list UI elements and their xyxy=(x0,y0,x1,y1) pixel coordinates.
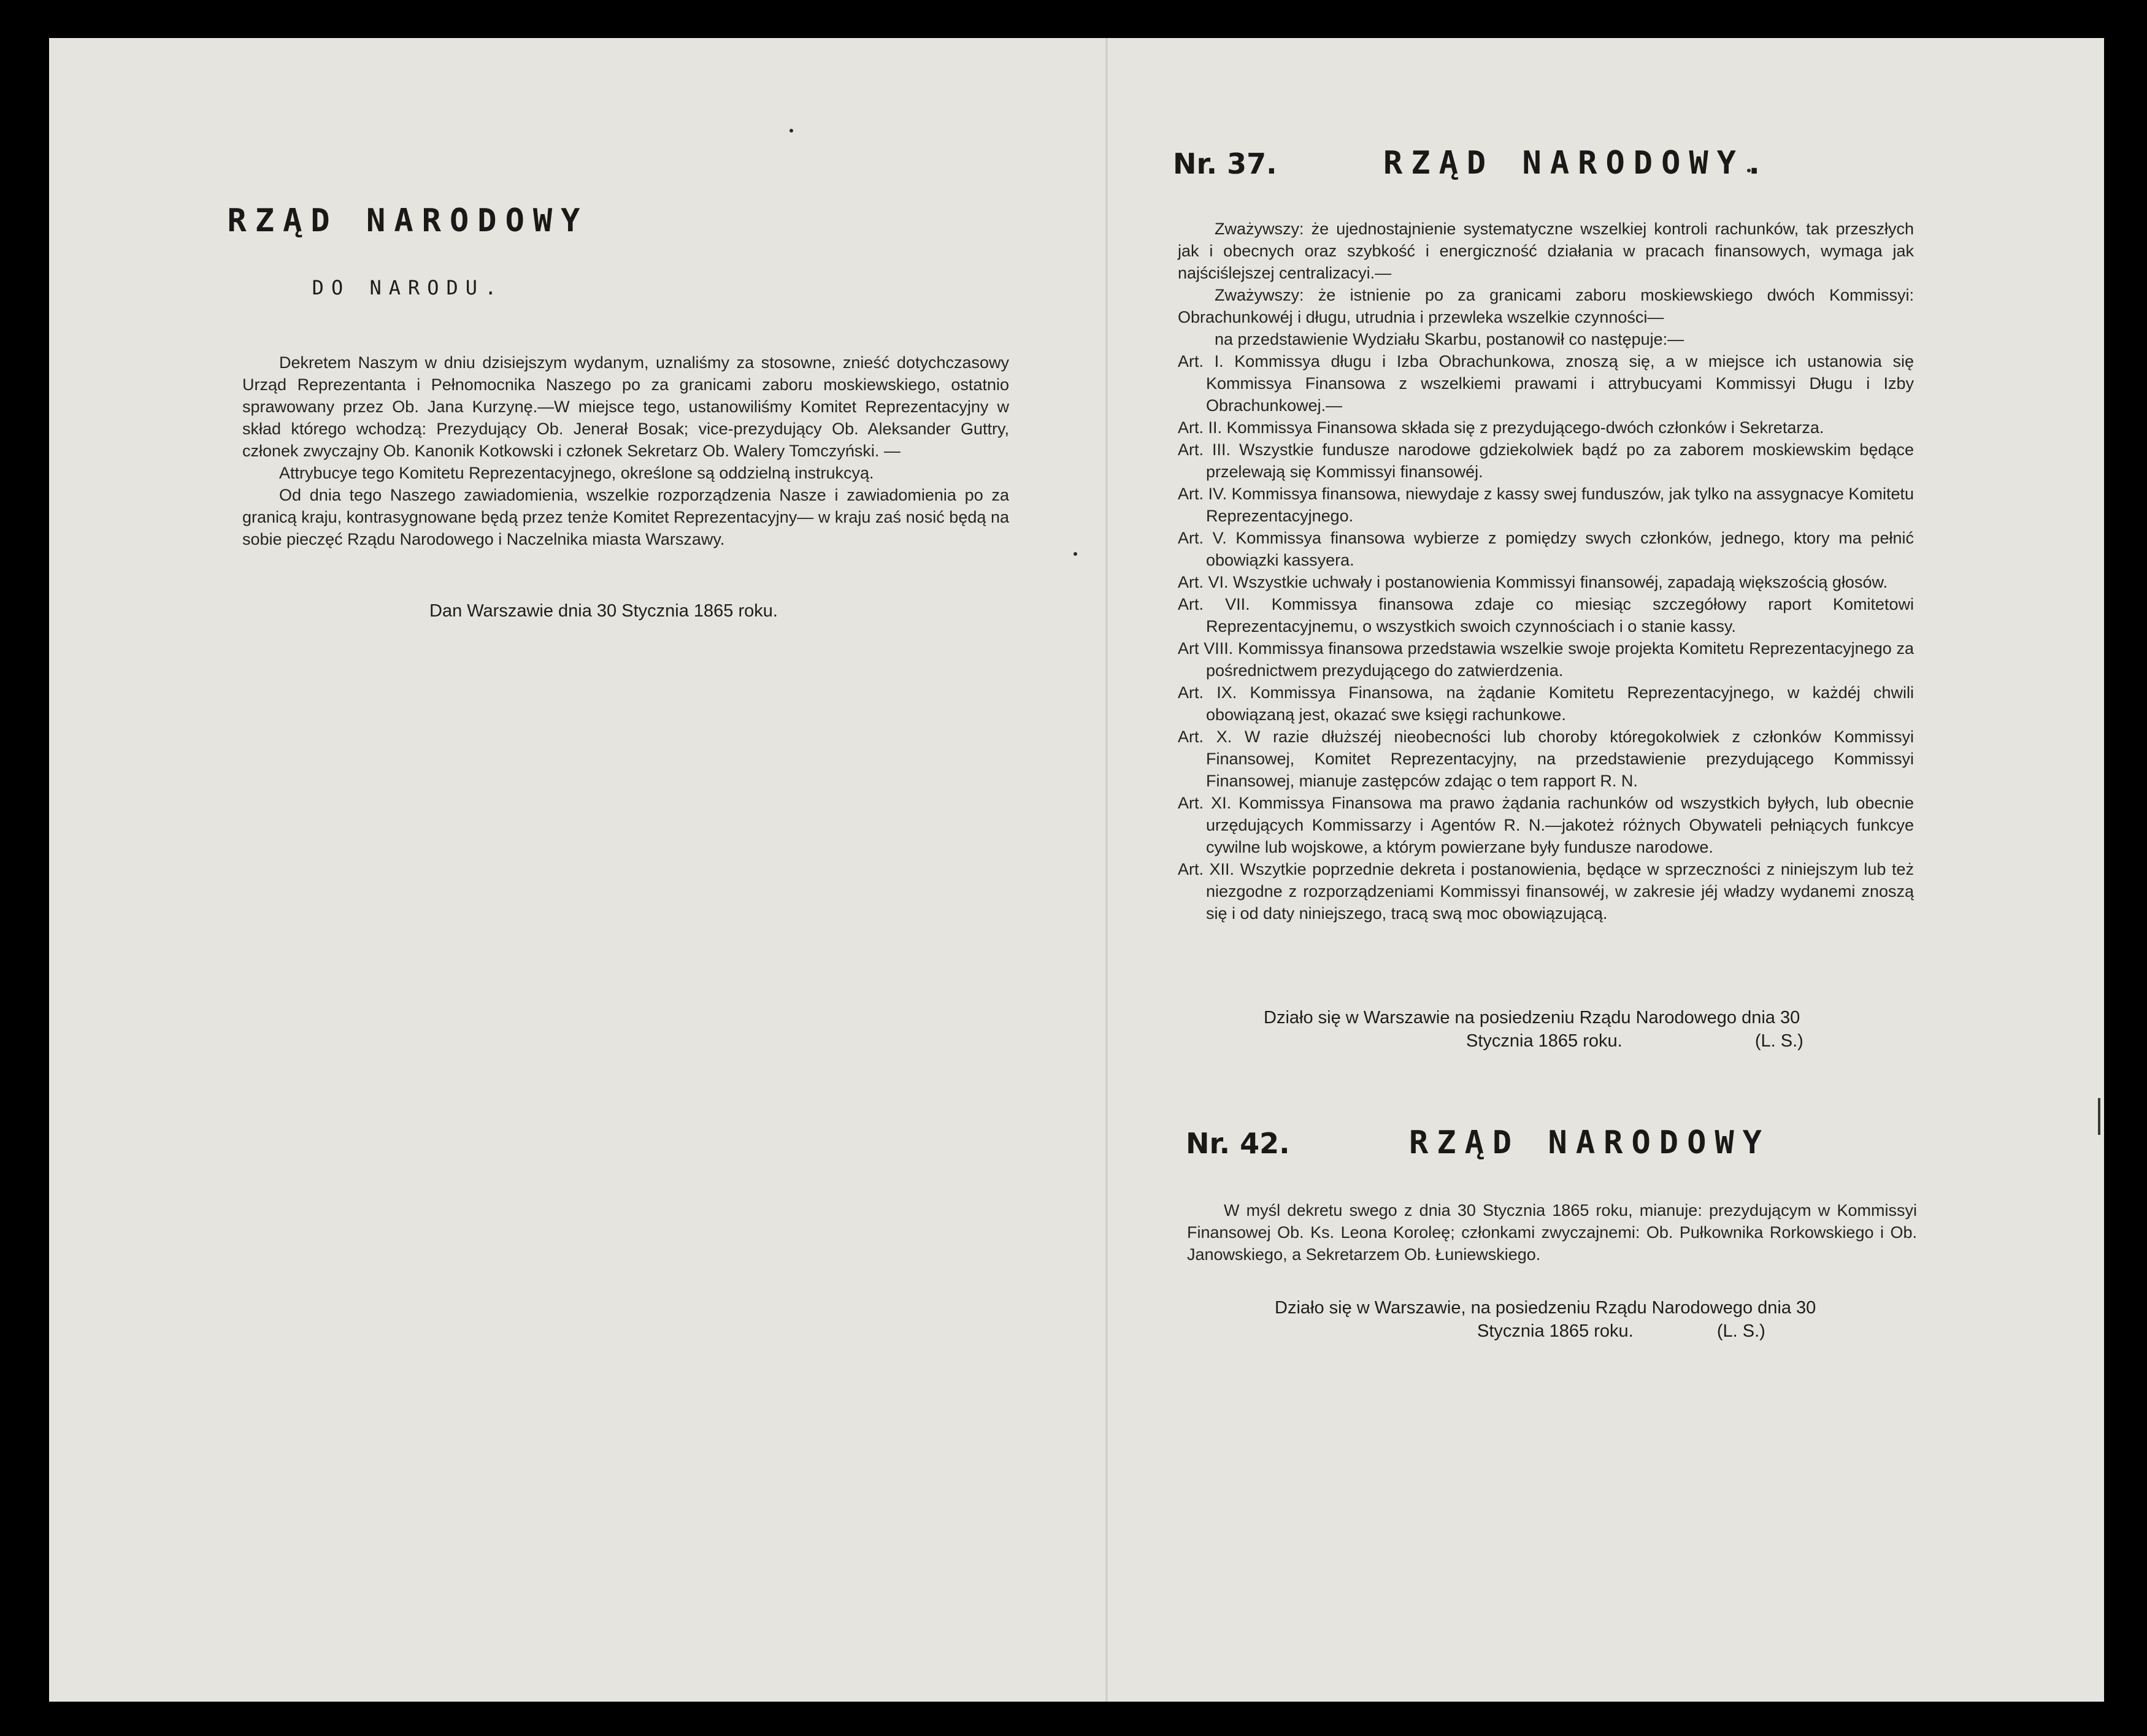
page-fold xyxy=(1105,38,1108,1702)
article-2: Art. II. Kommissya Finansowa składa się z prezydującego-dwóch członków i Sekretarza. xyxy=(1178,418,1824,437)
edge-mark xyxy=(2098,1098,2100,1135)
article-4: Art. IV. Kommissya finansowa, niewydaje z kassy swej funduszów, jak tylko na assygnacye Komitetu Reprezentacyjnego. xyxy=(1178,485,1914,525)
decree-42-body xyxy=(1187,1199,1917,1266)
article-1: Art. I. Kommissya długu i Izba Obrachunkowa, znoszą się, a w miejsce ich ustanowia się Kommissya Finansowa z wszelkiemi prawami i attrybucyami Kommissyi Długu i Izby Obrachunkowej.— xyxy=(1178,352,1914,415)
left-title: RZĄD NARODOWY xyxy=(227,202,589,239)
article-7: Art. VII. Kommissya finansowa zdaje co miesiąc szczegółowy raport Komitetowi Reprezentacyjnemu, o wszystkich swoich czynnościach i o stanie kassy. xyxy=(1178,595,1914,636)
article-3: Art. III. Wszystkie fundusze narodowe gdziekolwiek bądź po za zaborem moskiewskim będące przelewają się Kommissyi finansowéj. xyxy=(1178,440,1914,481)
article-8: Art VIII. Kommissya finansowa przedstawia wszelkie swoje projekta Komitetu Reprezentacyjnego za pośrednictwem prezydującego do zatwierdzenia. xyxy=(1178,639,1914,680)
decree-37-signature-line-2: Stycznia 1865 roku. xyxy=(1466,1031,1623,1051)
decree-42-text: W myśl dekretu swego z dnia 30 Stycznia 1865 roku, mianuje: prezydującym w Kommissyi Finansowej Ob. Ks. Leona Koroleę; członkami zwyczajnemi: Ob. Pułkownika Rorkowskiego i Ob. Janowskiego, a Sekretarzem Ob. Łuniewskiego. xyxy=(1187,1201,1917,1264)
left-paragraph-1: Dekretem Naszym w dniu dzisiejszym wydanym, uznaliśmy za stosowne, znieść dotychczasowy Urząd Reprezentanta i Pełnomocnika Naszego po za granicami zaboru moskiewskiego, ostatnio sprawowany przez Ob. Jana Kurzynę.—W miejsce tego, ustanowiliśmy Komitet Reprezentacyjny w skład którego wchodzą: Prezydujący Ob. Jenerał Bosak; vice-prezydujący Ob. Aleksander Guttry, członek zwyczajny Ob. Kanonik Kotkowski i członek Sekretarz Ob. Walery Tomczyński. — xyxy=(242,353,1009,460)
preamble-3: na przedstawienie Wydziału Skarbu, postanowił co następuje:— xyxy=(1215,330,1684,348)
decree-37-signature-line-1: Działo się w Warszawie na posiedzeniu Rządu Narodowego dnia 30 xyxy=(1264,1008,1800,1027)
ink-speck xyxy=(1074,552,1077,556)
decree-37-body xyxy=(1178,218,1914,924)
decree-37-number: Nr. 37. xyxy=(1173,147,1277,180)
decree-37-title: RZĄD NARODOWY. xyxy=(1383,145,1773,182)
article-5: Art. V. Kommissya finansowa wybierze z pomiędzy swych członków, jednego, ktory ma pełnić obowiązki kassyera. xyxy=(1178,529,1914,569)
article-11: Art. XI. Kommissya Finansowa ma prawo żądania rachunków od wszystkich byłych, lub obecnie urzędujących Kommissarzy i Agentów R. N.—jakoteż różnych Obywateli pełniących funkcye cywilne lub wojskowe, a którym powierzane były fundusze narodowe. xyxy=(1178,794,1914,856)
decree-42-number: Nr. 42. xyxy=(1186,1127,1290,1160)
decree-42-title: RZĄD NARODOWY xyxy=(1409,1124,1770,1161)
left-paragraph-3: Od dnia tego Naszego zawiadomienia, wszelkie rozporządzenia Nasze i zawiadomienia po za granicą kraju, kontrasygnowane będą przez tenże Komitet Reprezentacyjny— w kraju zaś nosić będą na sobie pieczęć Rządu Narodowego i Naczelnika miasta Warszawy. xyxy=(242,486,1009,548)
left-paragraph-2: Attrybucye tego Komitetu Reprezentacyjnego, określone są oddzielną instrukcyą. xyxy=(279,464,874,482)
preamble-1: Zważywszy: że ujednostajnienie systematyczne wszelkiej kontroli rachunków, tak przeszłych jak i obecnych oraz szybkość i energiczność działania w pracach finansowych, wymaga jak najściślejszej centralizacyi.— xyxy=(1178,220,1914,282)
left-subtitle: DO NARODU. xyxy=(312,276,504,299)
article-9: Art. IX. Kommissya Finansowa, na żądanie Komitetu Reprezentacyjnego, w każdéj chwili obowiązaną jest, okazać swe księgi rachunkowe. xyxy=(1178,683,1914,724)
decree-42-signature-line-1: Działo się w Warszawie, na posiedzeniu Rządu Narodowego dnia 30 xyxy=(1275,1298,1816,1318)
article-10: Art. X. W razie dłuższéj nieobecności lub choroby któregokolwiek z członków Kommissyi Finansowej, Komitet Reprezentacyjny, na przedstawienie prezydującego Kommissyi Finansowej, mianuje zastępców zdając o tem rapport R. N. xyxy=(1178,728,1914,790)
preamble-2: Zważywszy: że istnienie po za granicami zaboru moskiewskiego dwóch Kommissyi: Obrachunkowéj i długu, utrudnia i przewleka wszelkie czynności— xyxy=(1178,286,1914,326)
article-12: Art. XII. Wszytkie poprzednie dekreta i postanowienia, będące w sprzeczności z niniejszym lub też niezgodne z rozporządzeniami Kommissyi finansowéj, w zakresie jéj władzy wydanemi znoszą się i od daty niniejszego, tracą swą moc obowiązującą. xyxy=(1178,860,1914,923)
decree-42-seal: (L. S.) xyxy=(1716,1321,1765,1341)
ink-speck xyxy=(789,129,793,133)
article-6: Art. VI. Wszystkie uchwały i postanowienia Kommissyi finansowéj, zapadają większością głosów. xyxy=(1178,573,1888,591)
decree-37-seal: (L. S.) xyxy=(1754,1031,1803,1051)
left-date: Dan Warszawie dnia 30 Stycznia 1865 roku. xyxy=(429,601,778,621)
decree-37-signature xyxy=(1264,1006,1938,1053)
decree-42-signature xyxy=(1275,1296,1949,1343)
decree-42-signature-line-2: Stycznia 1865 roku. xyxy=(1477,1321,1634,1341)
left-body xyxy=(242,351,1009,550)
